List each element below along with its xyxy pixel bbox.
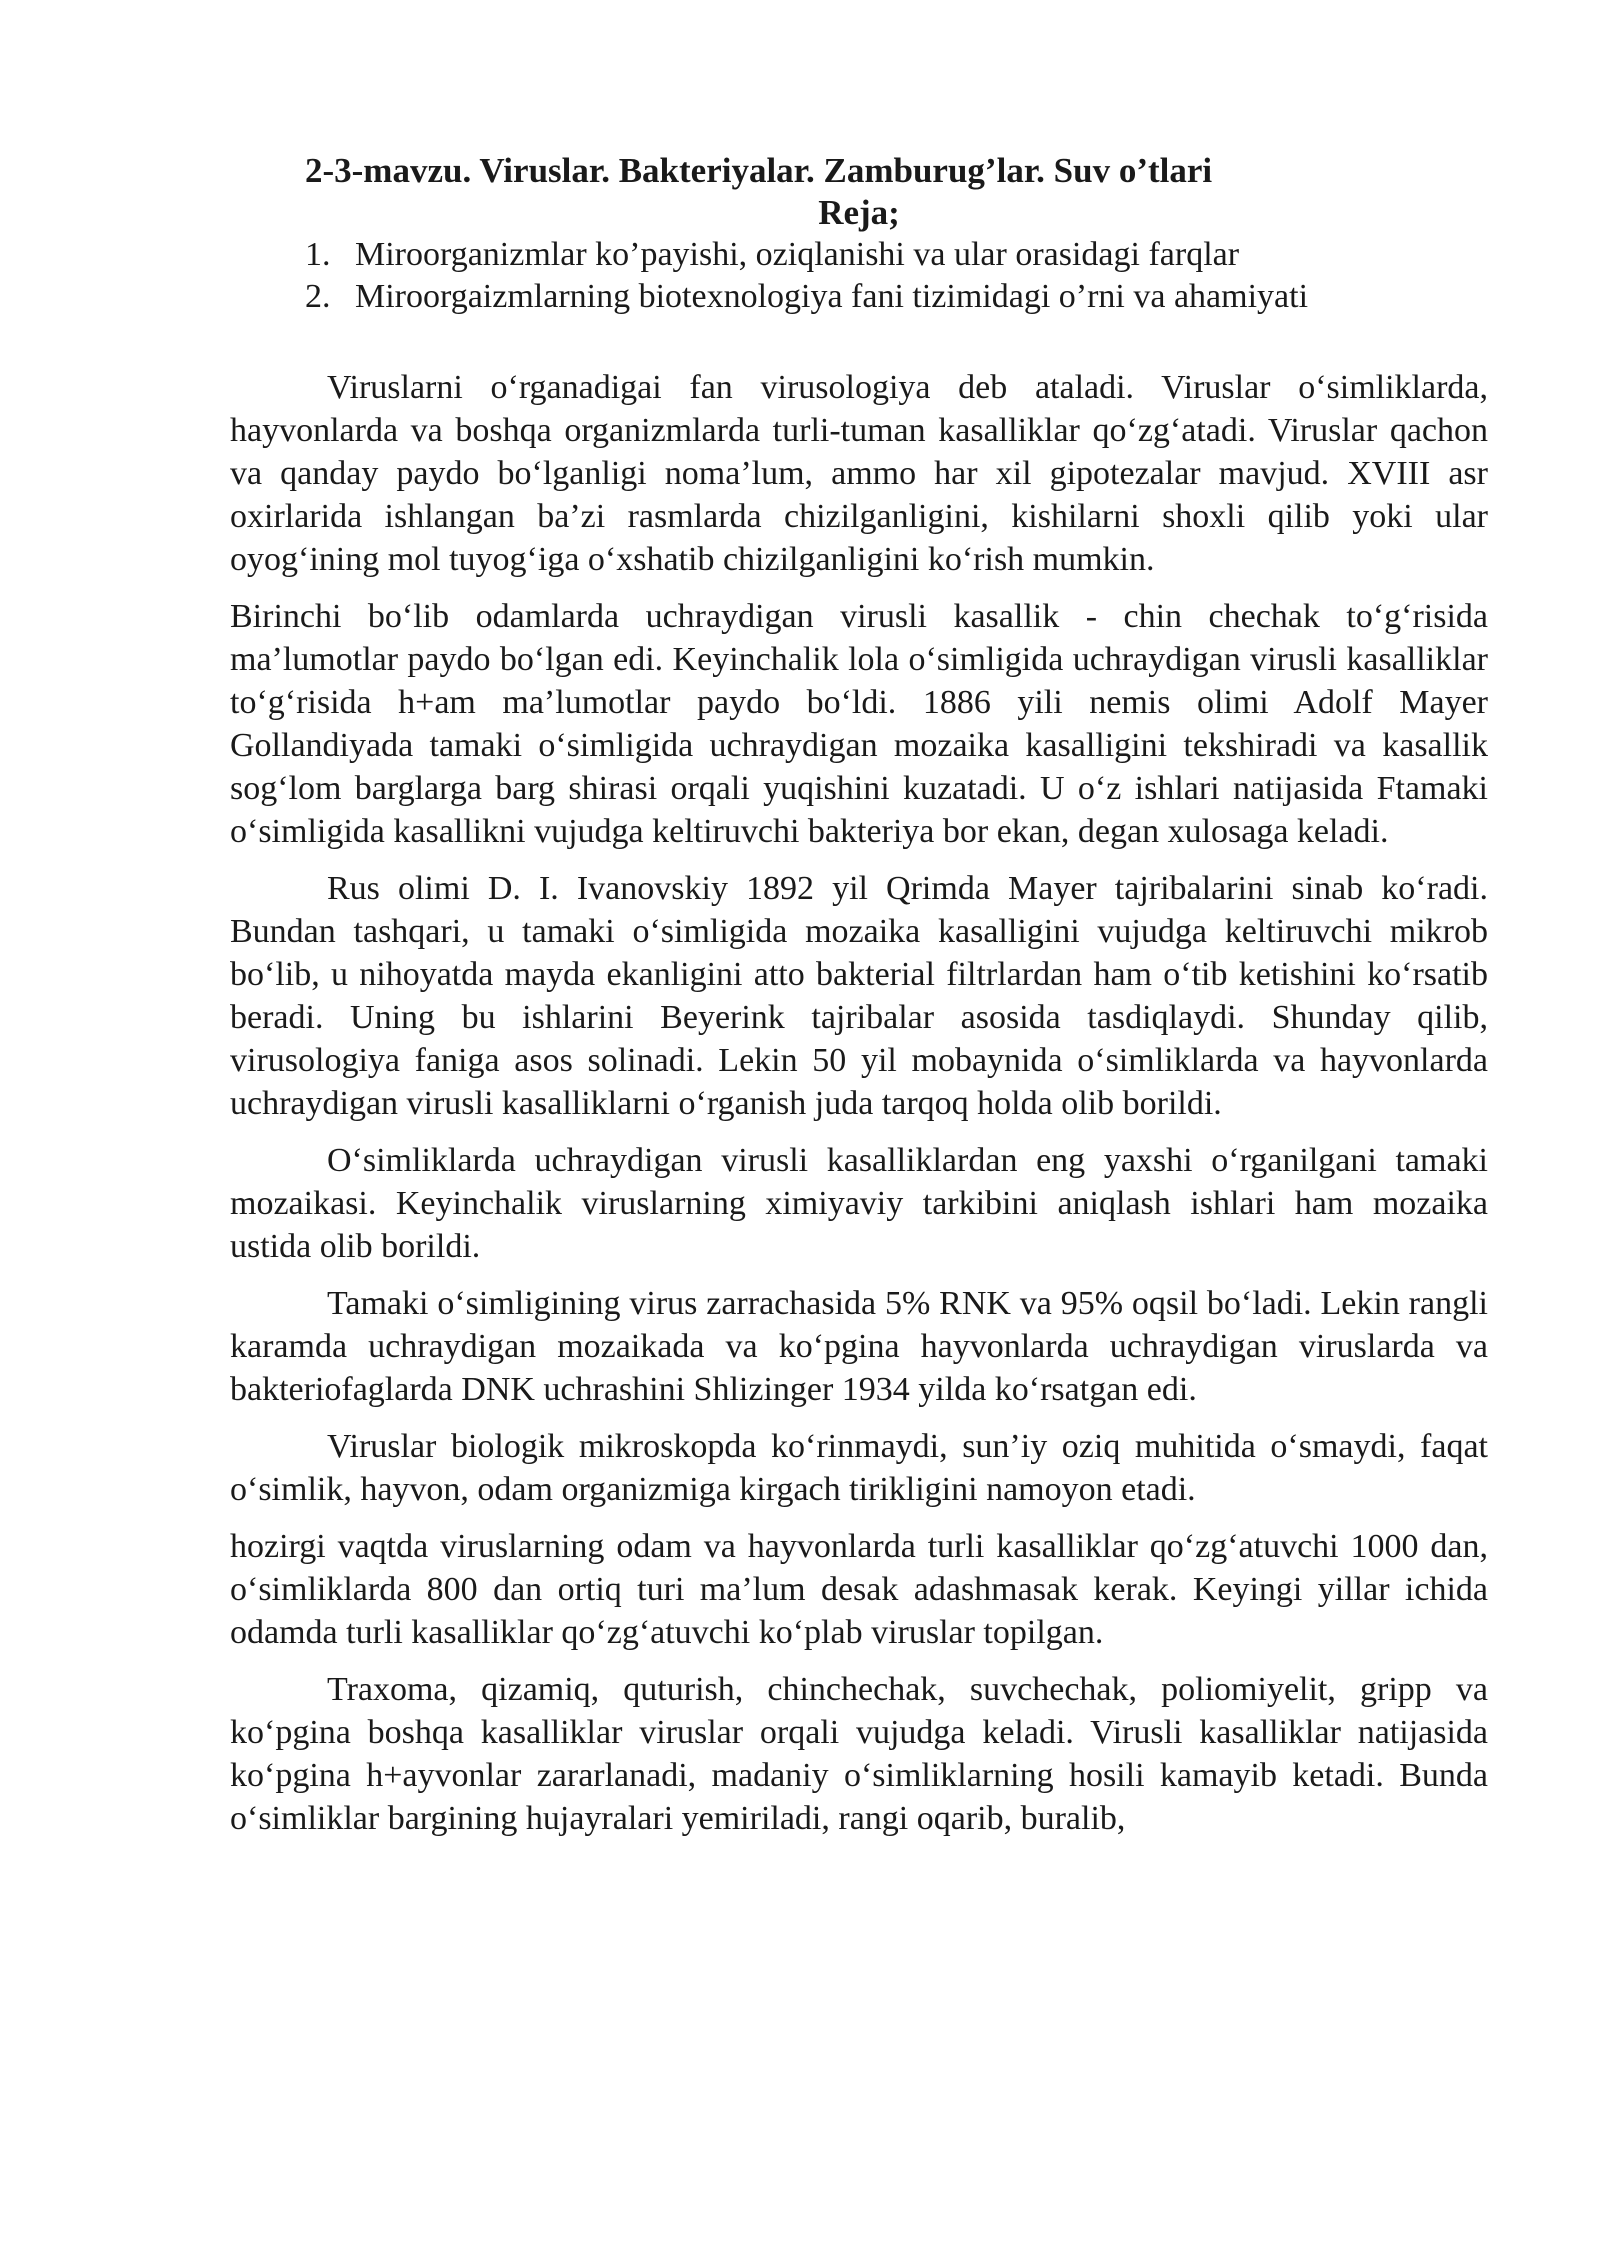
paragraph-ivanovskiy: Rus olimi D. I. Ivanovskiy 1892 yil Qrimda Mayer tajribalarini sinab ko‘radi. Bundan tashqari, u tamaki o‘simligida mozaika kasalligini vujudga keltiruvchi mikrob bo‘lib, u nihoyatda mayda ekanligini atto bakterial filtrlardan ham o‘tib ketishini ko‘rsatib beradi. Uning bu ishlarini Beyerink tajribalar asosida tasdiqlaydi. Shunday qilib, virusologiya faniga asos solinadi. Lekin 50 yil mobaynida o‘simliklarda va hayvonlarda uchraydigan virusli kasalliklarni o‘rganish juda tarqoq holda olib borildi. — [230, 870, 1488, 1122]
plan-item-number: 1. — [305, 236, 331, 273]
plan-heading: Reja; — [818, 193, 900, 232]
plan-item-text: Miroorganizmlar ko’payishi, oziqlanishi va ular orasidagi farqlar — [355, 236, 1240, 273]
paragraph-tobacco-mosaic: O‘simliklarda uchraydigan virusli kasalliklardan eng yaxshi o‘rganilgani tamaki mozaikasi. Keyinchalik viruslarning ximiyaviy tarkibini aniqlash ishlari ham mozaika ustida olib borildi. — [230, 1142, 1488, 1265]
paragraph-virus-count: hozirgi vaqtda viruslarning odam va hayvonlarda turli kasalliklar qo‘zg‘atuvchi 1000 dan, o‘simliklarda 800 dan ortiq turi ma’lum desak adashmasak kerak. Keyingi yillar ichida odamda turli kasalliklar qo‘zg‘atuvchi ko‘plab viruslar topilgan. — [230, 1528, 1488, 1651]
document-page — [230, 150, 1488, 1840]
plan-item-text: Miroorgaizmlarning biotexnologiya fani tizimidagi o’rni va ahamiyati — [355, 278, 1309, 315]
plan-item-number: 2. — [305, 278, 331, 315]
paragraph-microscopy: Viruslar biologik mikroskopda ko‘rinmaydi, sun’iy oziq muhitida o‘smaydi, faqat o‘simlik, hayvon, odam organizmiga kirgach tirikligini namoyon etadi. — [230, 1428, 1488, 1508]
paragraph-diseases: Traxoma, qizamiq, quturish, chinchechak, suvchechak, poliomiyelit, gripp va ko‘pgina boshqa kasalliklar viruslar orqali vujudga keladi. Virusli kasalliklar natijasida ko‘pgina h+ayvonlar zararlanadi, madaniy o‘simliklarning hosili kamayib ketadi. Bunda o‘simliklar bargining hujayralari yemiriladi, rangi oqarib, buralib, — [230, 1671, 1488, 1837]
plan-list — [305, 234, 1488, 318]
document-title: 2-3-mavzu. Viruslar. Bakteriyalar. Zamburug’lar. Suv o’tlari — [305, 151, 1213, 190]
paragraph-history: Birinchi bo‘lib odamlarda uchraydigan virusli kasallik - chin chechak to‘g‘risida ma’lumotlar paydo bo‘lgan edi. Keyinchalik lola o‘simligida uchraydigan virusli kasalliklar to‘g‘risida h+am ma’lumotlar paydo bo‘ldi. 1886 yili nemis olimi Adolf Mayer Gollandiyada tamaki o‘simligida uchraydigan mozaika kasalligini tekshiradi va kasallik sog‘lom barglarga barg shirasi orqali yuqishini kuzatadi. U o‘z ishlari natijasida Ftamaki o‘simligida kasallikni vujudga keltiruvchi bakteriya bor ekan, degan xulosaga keladi. — [230, 598, 1488, 850]
paragraph-virus-composition: Tamaki o‘simligining virus zarrachasida 5% RNK va 95% oqsil bo‘ladi. Lekin rangli karamda uchraydigan mozaikada va ko‘pgina hayvonlarda uchraydigan viruslarda va bakteriofaglarda DNK uchrashini Shlizinger 1934 yilda ko‘rsatgan edi. — [230, 1285, 1488, 1408]
plan-item — [305, 234, 1488, 276]
paragraph-viruses-intro: Viruslarni o‘rganadigai fan virusologiya deb ataladi. Viruslar o‘simliklarda, hayvonlarda va boshqa organizmlarda turli-tuman kasalliklar qo‘zg‘atadi. Viruslar qachon va qanday paydo bo‘lganligi noma’lum, ammo har xil gipotezalar mavjud. XVIII asr oxirlarida ishlangan ba’zi rasmlarda chizilganligini, kishilarni shoxli qilib yoki ular oyog‘ining mol tuyog‘iga o‘xshatib chizilganligini ko‘rish mumkin. — [230, 369, 1488, 578]
plan-item — [305, 276, 1488, 318]
